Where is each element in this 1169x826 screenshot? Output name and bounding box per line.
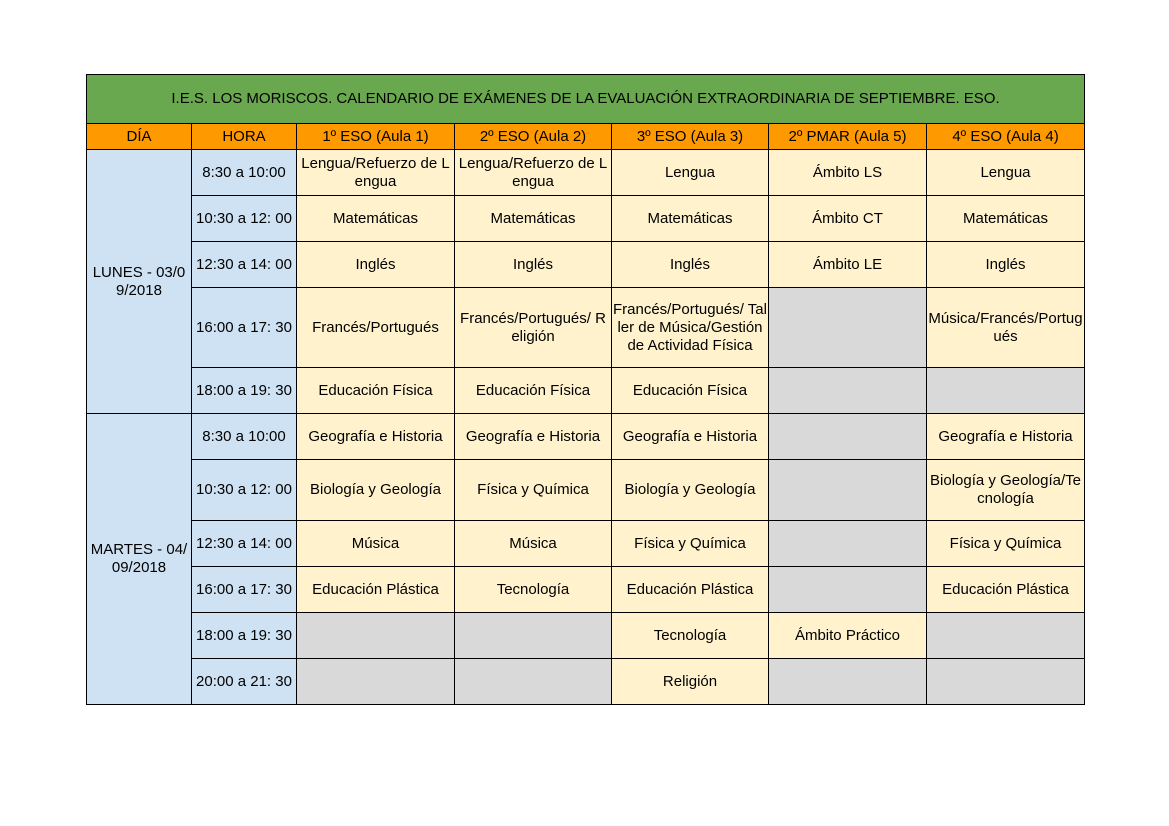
subject-cell: Música [297,521,455,567]
subject-cell: Biología y Geología [297,460,455,521]
time-cell: 18:00 a 19: 30 [192,368,297,414]
table-row [87,288,1085,368]
page-title: I.E.S. LOS MORISCOS. CALENDARIO DE EXÁMENES DE LA EVALUACIÓN EXTRAORDINARIA DE SEPTIEMBRE. ESO. [87,75,1085,124]
subject-cell: Geografía e Historia [927,414,1085,460]
subject-cell: Matemáticas [612,196,769,242]
day-cell: MARTES - 04/09/2018 [87,414,192,705]
header-3-eso: 3º ESO (Aula 3) [612,124,769,150]
empty-cell [769,460,927,521]
empty-cell [297,659,455,705]
header-2-eso: 2º ESO (Aula 2) [455,124,612,150]
subject-cell: Geografía e Historia [455,414,612,460]
subject-cell: Educación Plástica [297,567,455,613]
subject-cell: Educación Plástica [927,567,1085,613]
subject-cell: Religión [612,659,769,705]
subject-cell: Educación Física [612,368,769,414]
table-row [87,242,1085,288]
time-cell: 12:30 a 14: 00 [192,521,297,567]
subject-cell: Inglés [455,242,612,288]
empty-cell [769,288,927,368]
subject-cell: Biología y Geología/Tecnología [927,460,1085,521]
subject-cell: Física y Química [927,521,1085,567]
table-row [87,368,1085,414]
header-hour: HORA [192,124,297,150]
subject-cell: Educación Física [455,368,612,414]
subject-cell: Geografía e Historia [297,414,455,460]
subject-cell: Ámbito Práctico [769,613,927,659]
empty-cell [769,567,927,613]
subject-cell: Física y Química [455,460,612,521]
subject-cell: Francés/Portugués/ Taller de Música/Gestión de Actividad Física [612,288,769,368]
time-cell: 8:30 a 10:00 [192,414,297,460]
empty-cell [927,368,1085,414]
subject-cell: Música/Francés/Portugués [927,288,1085,368]
empty-cell [769,521,927,567]
time-cell: 16:00 a 17: 30 [192,288,297,368]
empty-cell [455,613,612,659]
subject-cell: Matemáticas [455,196,612,242]
time-cell: 18:00 a 19: 30 [192,613,297,659]
time-cell: 8:30 a 10:00 [192,150,297,196]
time-cell: 20:00 a 21: 30 [192,659,297,705]
subject-cell: Francés/Portugués/ Religión [455,288,612,368]
table-row [87,414,1085,460]
table-row [87,659,1085,705]
subject-cell: Lengua [927,150,1085,196]
subject-cell: Lengua [612,150,769,196]
empty-cell [927,613,1085,659]
subject-cell: Ámbito LE [769,242,927,288]
time-cell: 16:00 a 17: 30 [192,567,297,613]
table-row [87,460,1085,521]
empty-cell [769,414,927,460]
header-2-pmar: 2º PMAR (Aula 5) [769,124,927,150]
subject-cell: Matemáticas [927,196,1085,242]
empty-cell [769,659,927,705]
exam-schedule-table [86,74,1085,705]
subject-cell: Tecnología [612,613,769,659]
table-row [87,521,1085,567]
day-cell: LUNES - 03/09/2018 [87,150,192,414]
subject-cell: Tecnología [455,567,612,613]
subject-cell: Inglés [927,242,1085,288]
subject-cell: Inglés [612,242,769,288]
table-row [87,567,1085,613]
subject-cell: Educación Física [297,368,455,414]
subject-cell: Francés/Portugués [297,288,455,368]
empty-cell [769,368,927,414]
subject-cell: Lengua/Refuerzo de Lengua [297,150,455,196]
header-day: DÍA [87,124,192,150]
header-1-eso: 1º ESO (Aula 1) [297,124,455,150]
subject-cell: Física y Química [612,521,769,567]
time-cell: 12:30 a 14: 00 [192,242,297,288]
subject-cell: Inglés [297,242,455,288]
time-cell: 10:30 a 12: 00 [192,460,297,521]
empty-cell [455,659,612,705]
table-row [87,196,1085,242]
subject-cell: Biología y Geología [612,460,769,521]
table-row [87,613,1085,659]
subject-cell: Ámbito CT [769,196,927,242]
time-cell: 10:30 a 12: 00 [192,196,297,242]
header-4-eso: 4º ESO (Aula 4) [927,124,1085,150]
subject-cell: Música [455,521,612,567]
subject-cell: Educación Plástica [612,567,769,613]
table-row [87,150,1085,196]
empty-cell [297,613,455,659]
subject-cell: Geografía e Historia [612,414,769,460]
empty-cell [927,659,1085,705]
subject-cell: Ámbito LS [769,150,927,196]
subject-cell: Matemáticas [297,196,455,242]
subject-cell: Lengua/Refuerzo de Lengua [455,150,612,196]
